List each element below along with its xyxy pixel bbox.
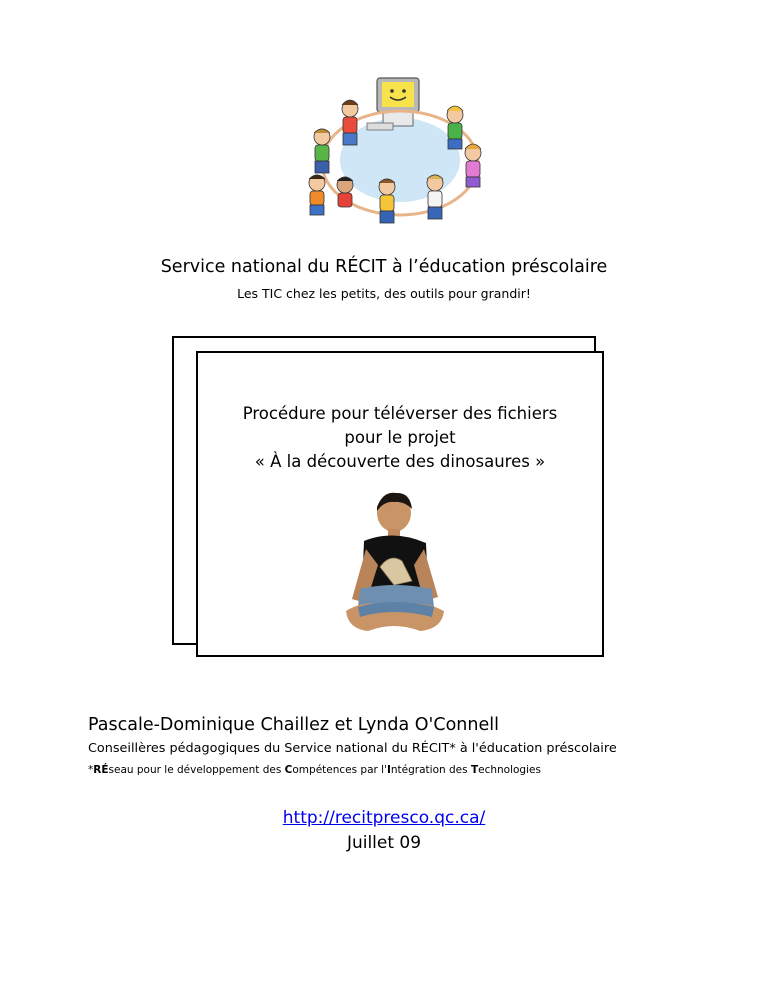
author-role: Conseillères pédagogiques du Service national du RÉCIT* à l'éducation préscolaire xyxy=(88,741,617,756)
child-with-dinosaur-photo xyxy=(338,489,453,647)
website-line xyxy=(0,808,768,828)
publication-date: Juillet 09 xyxy=(346,833,422,853)
acronym-text-3: ntégration des xyxy=(390,764,471,776)
website-link[interactable]: http://recitpresco.qc.ca/ xyxy=(282,808,486,828)
procedure-title-line-1: Procédure pour téléverser des fichiers xyxy=(242,404,558,423)
acronym-text-4: echnologies xyxy=(478,764,541,776)
acronym-text-2: ompétences par l' xyxy=(292,764,387,776)
recit-acronym-note: *RÉseau pour le développement des Compétences par l'Intégration des Technologies xyxy=(88,764,541,776)
recit-logo-illustration xyxy=(295,75,505,240)
acronym-letter-t: T xyxy=(470,764,479,776)
acronym-letter-c: C xyxy=(284,764,293,776)
acronym-letters-re: RÉ xyxy=(93,764,109,776)
author-names: Pascale-Dominique Chaillez et Lynda O'Connell xyxy=(88,715,499,735)
acronym-letter-i: I xyxy=(386,764,391,776)
service-slogan: Les TIC chez les petits, des outils pour grandir! xyxy=(237,286,531,301)
card-front-frame xyxy=(196,351,604,657)
procedure-title-line-2: pour le projet xyxy=(344,428,456,447)
acronym-text-1: seau pour le développement des xyxy=(108,764,285,776)
service-title: Service national du RÉCIT à l’éducation préscolaire xyxy=(160,257,608,277)
procedure-title-line-3: « À la découverte des dinosaures » xyxy=(254,452,546,471)
